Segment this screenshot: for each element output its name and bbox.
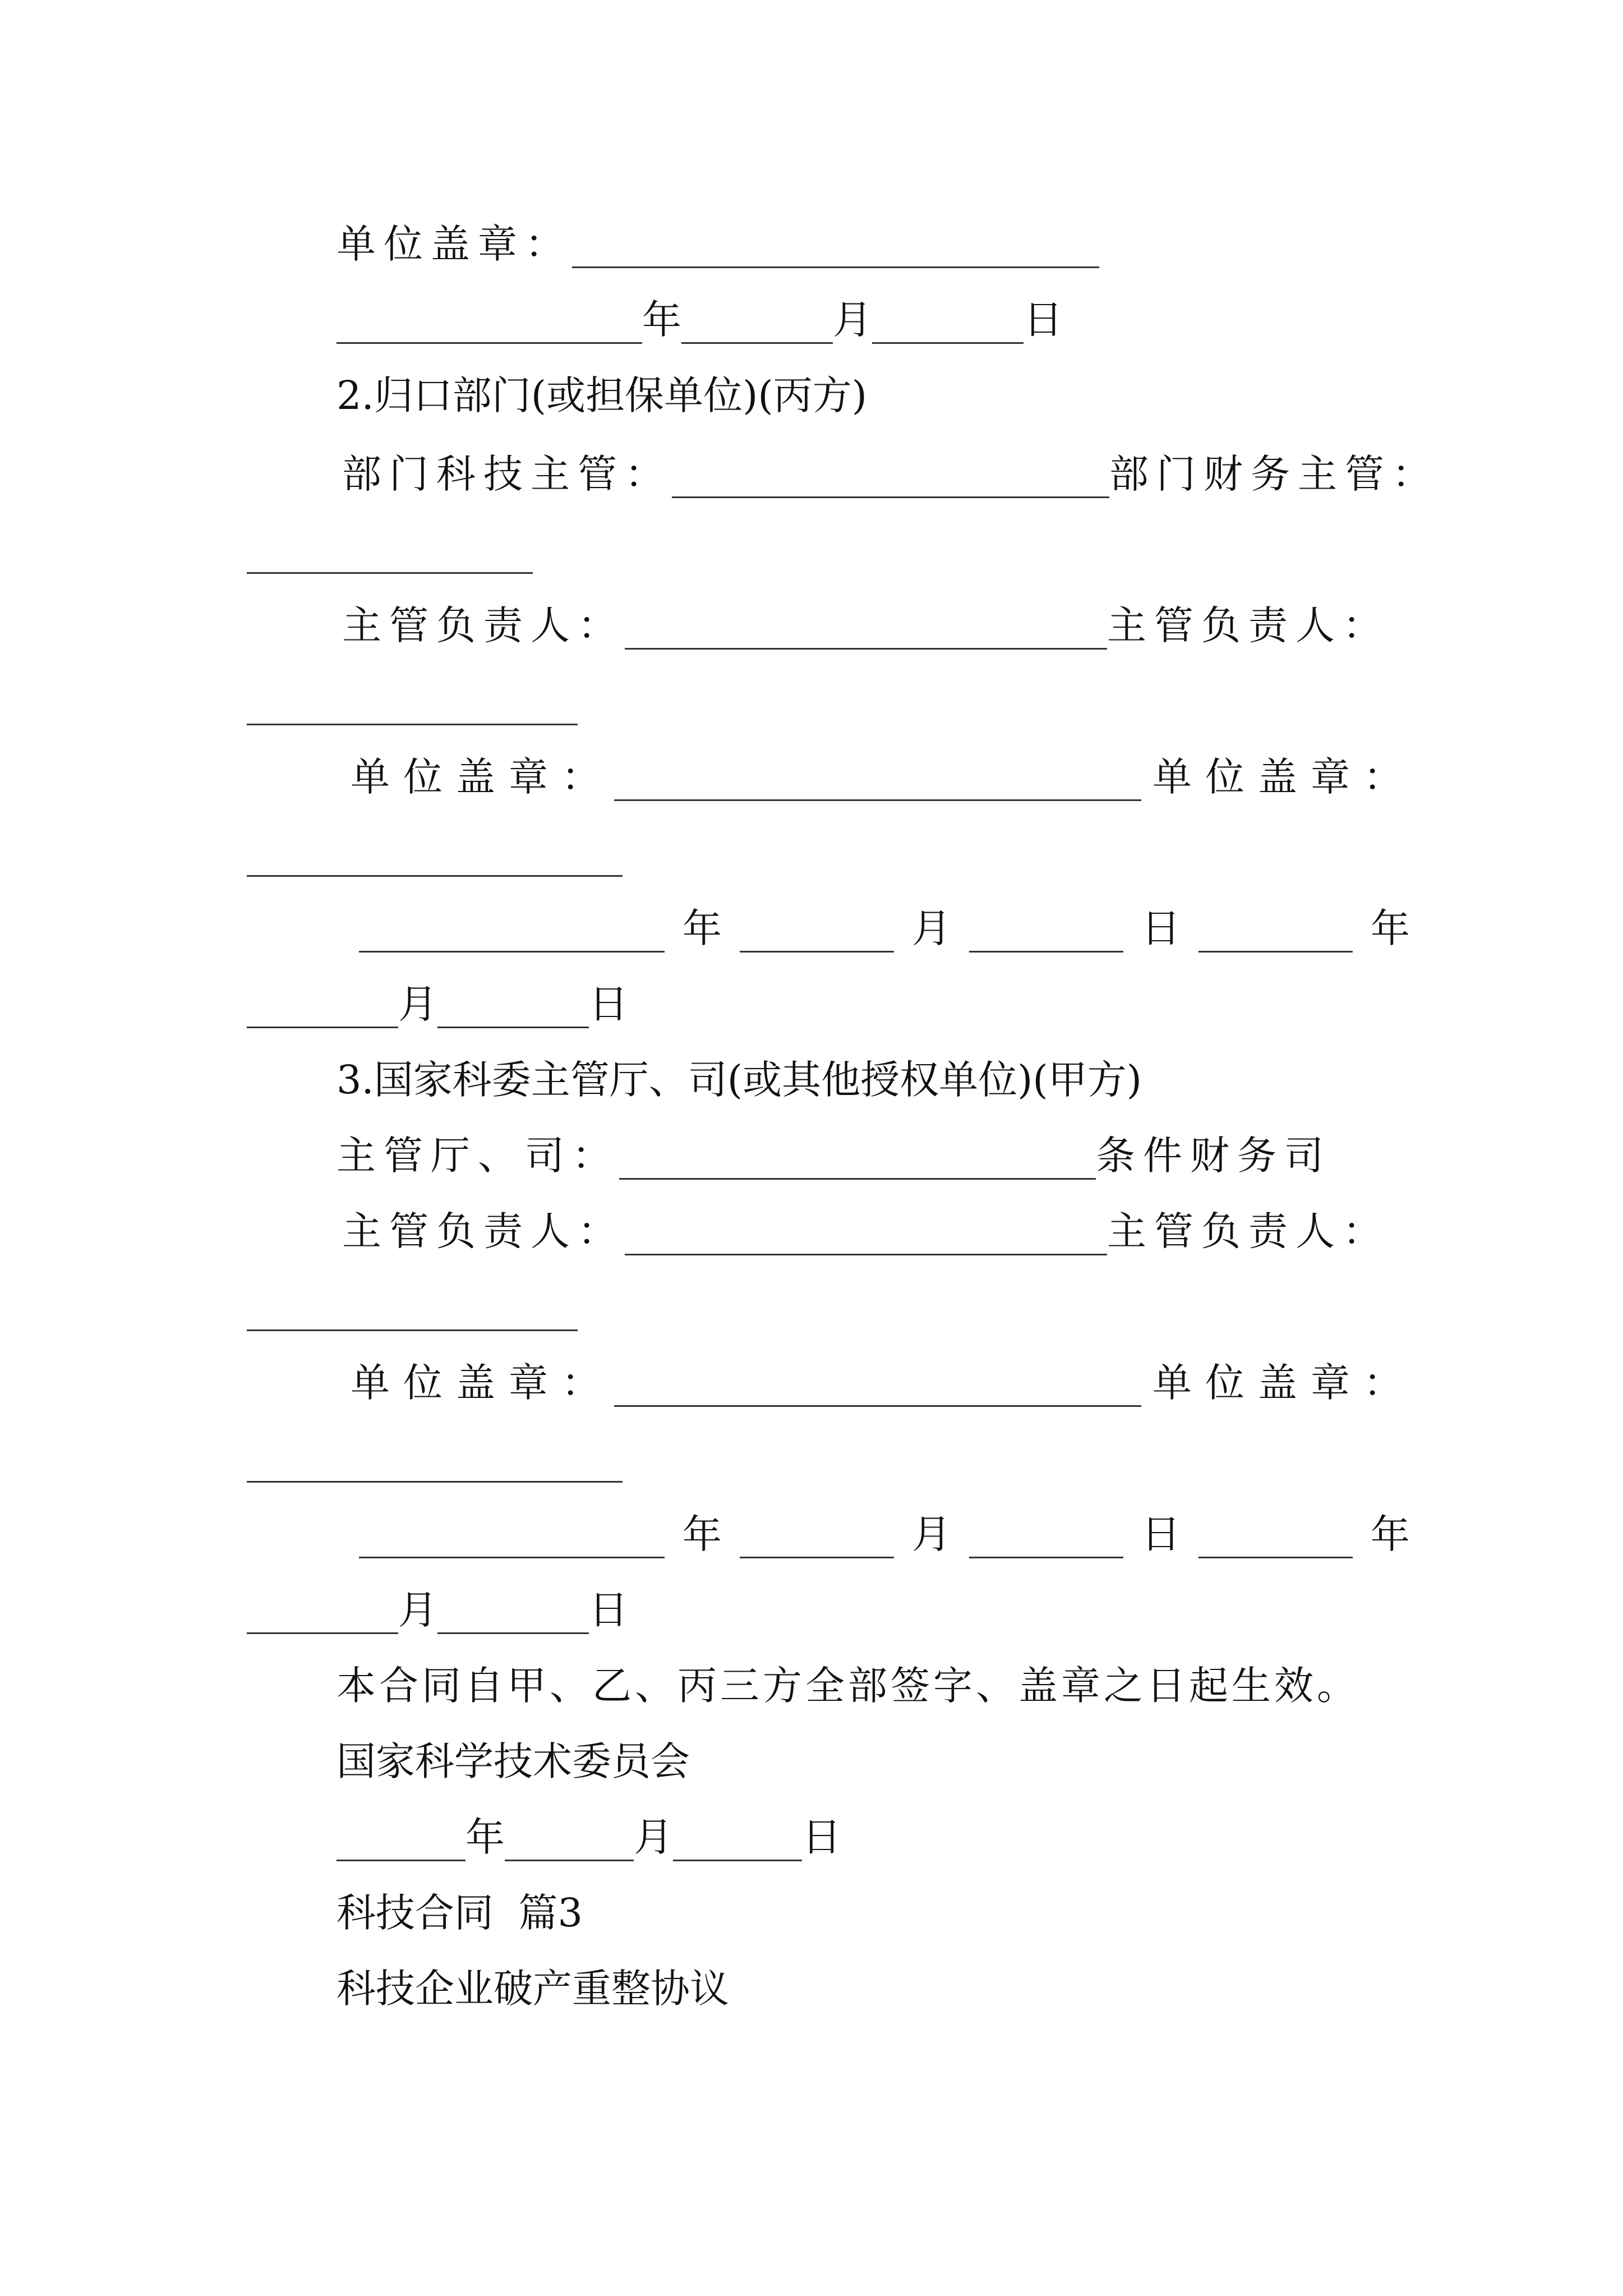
- person-in-charge-blank[interactable]: [625, 588, 1107, 650]
- next-section-title: 科技合同 篇3: [336, 1890, 583, 1936]
- section2-heading: 2.归口部门(或担保单位)(丙方): [336, 372, 868, 418]
- continuation-blank-line: [247, 519, 533, 581]
- year-blank[interactable]: [1198, 891, 1353, 953]
- year-blank[interactable]: [1198, 1497, 1353, 1558]
- date-line: [247, 1579, 628, 1641]
- date-line: [359, 1503, 1410, 1565]
- dept-line: [336, 1125, 1331, 1186]
- date-line: [247, 973, 628, 1035]
- seals-line: [351, 746, 1416, 808]
- seal-label: 单位盖章：: [1152, 754, 1416, 800]
- month-blank[interactable]: [247, 1572, 398, 1634]
- date-line: [359, 898, 1410, 959]
- seal-label: 单位盖章：: [336, 221, 572, 267]
- month-blank[interactable]: [505, 1800, 634, 1861]
- year-label: 年: [1371, 905, 1410, 951]
- section-heading: [336, 1049, 1142, 1111]
- dept-tech-head-blank[interactable]: [672, 436, 1109, 498]
- day-label: 日: [1141, 1511, 1181, 1557]
- month-label: 月: [912, 1511, 951, 1557]
- dept-label: 主管厅、司：: [336, 1133, 619, 1179]
- person-in-charge-blank[interactable]: [247, 1269, 578, 1331]
- year-blank[interactable]: [336, 282, 642, 344]
- person-in-charge-label: 主管负责人：: [1107, 602, 1390, 648]
- date-line: [336, 1806, 841, 1868]
- day-label: 日: [1141, 905, 1181, 951]
- person-in-charge-label: 主管负责人：: [1107, 1208, 1390, 1254]
- year-label: 年: [465, 1814, 505, 1860]
- year-label: 年: [683, 1511, 722, 1557]
- person-in-charge-blank[interactable]: [625, 1194, 1107, 1255]
- day-blank[interactable]: [437, 967, 589, 1028]
- next-section-subtitle: 科技企业破产重整协议: [336, 1966, 729, 2012]
- seal-label: 单位盖章：: [1152, 1360, 1416, 1406]
- continuation-blank-line: [247, 1276, 578, 1338]
- month-label: 月: [833, 297, 872, 343]
- month-label: 月: [398, 1587, 437, 1633]
- seals-line: [351, 1352, 1416, 1414]
- persons-in-charge-line: [342, 1200, 1390, 1262]
- continuation-blank-line: [247, 822, 623, 884]
- day-blank[interactable]: [872, 282, 1023, 344]
- year-label: 年: [683, 905, 722, 951]
- seal-line: [336, 213, 1099, 275]
- month-blank[interactable]: [740, 1497, 894, 1558]
- person-in-charge-blank[interactable]: [247, 664, 578, 725]
- org-name-line: [336, 1731, 690, 1792]
- dept-heads-line: [342, 443, 1439, 505]
- year-blank[interactable]: [359, 891, 665, 953]
- dept-finance-head-label: 部门财务主管：: [1109, 451, 1439, 497]
- day-label: 日: [1023, 297, 1063, 343]
- day-label: 日: [589, 981, 628, 1027]
- month-blank[interactable]: [681, 282, 833, 344]
- month-label: 月: [634, 1814, 673, 1860]
- continuation-blank-line: [247, 1428, 623, 1489]
- effective-clause-line: [336, 1655, 1359, 1717]
- dept-blank[interactable]: [619, 1118, 1096, 1180]
- date-line: [336, 289, 1063, 351]
- year-label: 年: [642, 297, 681, 343]
- seal-blank[interactable]: [614, 1345, 1141, 1407]
- day-blank[interactable]: [673, 1800, 802, 1861]
- month-label: 月: [398, 981, 437, 1027]
- seal-blank[interactable]: [247, 1421, 623, 1483]
- next-section-subtitle-line: [336, 1958, 729, 2019]
- person-in-charge-label: 主管负责人：: [342, 1208, 625, 1254]
- day-label: 日: [802, 1814, 841, 1860]
- month-blank[interactable]: [247, 967, 398, 1028]
- day-blank[interactable]: [437, 1572, 589, 1634]
- year-blank[interactable]: [336, 1800, 465, 1861]
- section3-heading: 3.国家科委主管厅、司(或其他授权单位)(甲方): [336, 1057, 1142, 1103]
- seal-blank[interactable]: [247, 815, 623, 877]
- day-label: 日: [589, 1587, 628, 1633]
- persons-in-charge-line: [342, 595, 1390, 656]
- dept-finance-head-blank[interactable]: [247, 512, 533, 574]
- org-name: 国家科学技术委员会: [336, 1738, 690, 1784]
- seal-label: 单位盖章：: [351, 1360, 614, 1406]
- next-section-title-line: [336, 1882, 583, 1944]
- effective-clause: 本合同自甲、乙、丙三方全部签字、盖章之日起生效。: [336, 1663, 1359, 1709]
- finance-dept-label: 条件财务司: [1096, 1133, 1331, 1179]
- seal-label: 单位盖章：: [351, 754, 614, 800]
- seal-blank[interactable]: [572, 206, 1099, 268]
- day-blank[interactable]: [969, 891, 1123, 953]
- year-label: 年: [1371, 1511, 1410, 1557]
- section-heading: [336, 365, 867, 426]
- continuation-blank-line: [247, 670, 578, 732]
- seal-blank[interactable]: [614, 739, 1141, 801]
- month-label: 月: [912, 905, 951, 951]
- year-blank[interactable]: [359, 1497, 665, 1558]
- month-blank[interactable]: [740, 891, 894, 953]
- dept-tech-head-label: 部门科技主管：: [342, 451, 672, 497]
- person-in-charge-label: 主管负责人：: [342, 602, 625, 648]
- day-blank[interactable]: [969, 1497, 1123, 1558]
